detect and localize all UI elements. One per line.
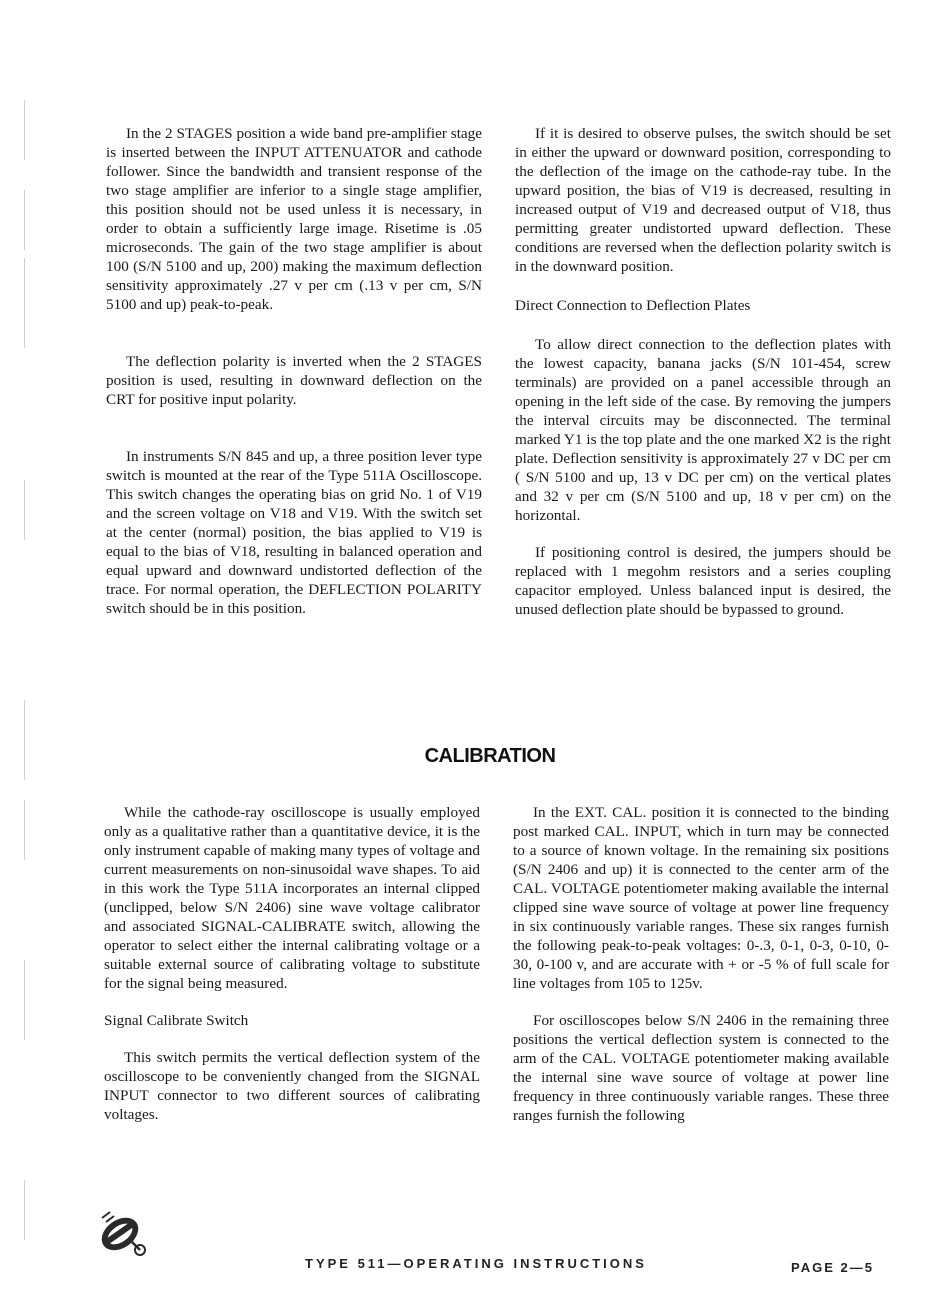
paragraph-below-sn-2406: For oscilloscopes below S/N 2406 in the remaining three positions the vertical deflection system is connected to the arm of the CAL. VOLTAGE potentiometer making available the internal sine wave source of voltage at power line frequency in three continuously variable ranges. These three ranges furnish the following xyxy=(513,1012,889,1124)
scan-edge-mark xyxy=(24,258,25,348)
scan-edge-mark xyxy=(24,100,25,160)
paragraph-three-position-switch: In instruments S/N 845 and up, a three position lever type switch is mounted at the rear of the Type 511A Oscilloscope. This switch changes the operating bias on grid No. 1 of V19 and the screen voltage on V18 and V19. With the switch set at the center (normal) position, the bias applied to V19 is equal to the bias of V18, resulting in balanced operation and equal upward and downward undistorted deflection of the trace. For normal operation, the DEFLECTION POLARITY switch should be in this position. xyxy=(106,448,482,617)
scan-edge-mark xyxy=(24,190,25,250)
scan-edge-mark xyxy=(24,1180,25,1240)
footer-document-title: TYPE 511—OPERATING INSTRUCTIONS xyxy=(305,1256,647,1271)
paragraph-polarity-inverted: The deflection polarity is inverted when the 2 STAGES position is used, resulting in downward deflection on the CRT for positive input polarity. xyxy=(106,353,482,408)
scan-edge-mark xyxy=(24,800,25,860)
section-title-calibration: CALIBRATION xyxy=(424,745,556,767)
footer-page-number: PAGE 2—5 xyxy=(791,1260,874,1275)
paragraph-direct-connection: To allow direct connection to the deflection plates with the lowest capacity, banana jacks (S/N 101-454, screw terminals) are provided on a panel accessible through an opening in the left side of the case. By removing the jumpers the interval circuits may be disconnected. The terminal marked Y1 is the top plate and the one marked X2 is the right plate. Deflection sensitivity is approximately 27 v DC per cm ( S/N 5100 and up, 13 v DC per cm) on the vertical plates and 32 v per cm (S/N 5100 and up, 18 v per cm) on the horizontal. xyxy=(515,336,891,524)
paragraph-ext-cal-position: In the EXT. CAL. position it is connected to the binding post marked CAL. INPUT, which in turn may be connected to a source of known voltage. In the remaining six positions (S/N 2406 and up) it is connected to the center arm of the CAL. VOLTAGE potentiometer making available the internal clipped sine wave source of voltage at power line frequency in six continuously variable ranges. These six ranges furnish the following peak-to-peak voltages: 0-.3, 0-1, 0-3, 0-10, 0-30, 0-100 v, and are accurate with + or -5 % of full scale for line voltages from 105 to 125v. xyxy=(513,804,889,992)
scan-edge-mark xyxy=(24,700,25,780)
subheading-signal-calibrate-switch: Signal Calibrate Switch xyxy=(104,1012,249,1029)
paragraph-positioning-control: If positioning control is desired, the jumpers should be replaced with 1 megohm resistors and a series coupling capacitor employed. Unless balanced input is desired, the unused deflection plate should be bypassed to ground. xyxy=(515,544,891,618)
paragraph-calibration-intro: While the cathode-ray oscilloscope is usually employed only as a qualitative rather than a quantitative device, it is the only instrument capable of making many types of voltage and current measurements on non-sinusoidal wave shapes. To aid in this work the Type 511A incorporates an internal clipped (unclipped, below S/N 2406) sine wave voltage calibrator and associated SIGNAL-CALIBRATE switch, allowing the operator to select either the internal calibrating voltage or a suitable external source of calibrating voltage to substitute for the signal being measured. xyxy=(104,804,480,992)
scan-edge-mark xyxy=(24,960,25,1040)
left-column-top xyxy=(106,124,482,618)
right-column-top xyxy=(515,124,891,619)
scan-edge-mark xyxy=(24,480,25,540)
right-column-bottom xyxy=(513,803,889,1125)
paragraph-two-stages: In the 2 STAGES position a wide band pre-amplifier stage is inserted between the INPUT ATTENUATOR and cathode follower. Since the bandwidth and transient response of the two stage amplifier are inferior to a single stage amplifier, this position should not be used unless it is necessary, in order to obtain a sufficiently large image. Risetime is .05 microseconds. The gain of the two stage amplifier is about 100 (S/N 5100 and up, 200) making the maximum deflection sensitivity approximately .27 v per cm (.13 v per cm, S/N 5100 and up) peak-to-peak. xyxy=(106,125,482,313)
left-column-bottom xyxy=(104,803,480,1124)
paragraph-observe-pulses: If it is desired to observe pulses, the switch should be set in either the upward or downward position, corresponding to the deflection of the image on the cathode-ray tube. In the upward position, the bias of V19 is decreased, resulting in increased output of V19 and decreased output of V18, thus permitting greater undistorted upward deflection. These conditions are reversed when the deflection polarity switch is in the downward position. xyxy=(515,125,891,275)
paragraph-signal-calibrate: This switch permits the vertical deflection system of the oscilloscope to be conveniently changed from the SIGNAL INPUT connector to two different sources of calibrating voltages. xyxy=(104,1049,480,1123)
tektronix-logo xyxy=(96,1208,152,1258)
subheading-direct-connection: Direct Connection to Deflection Plates xyxy=(515,297,751,314)
